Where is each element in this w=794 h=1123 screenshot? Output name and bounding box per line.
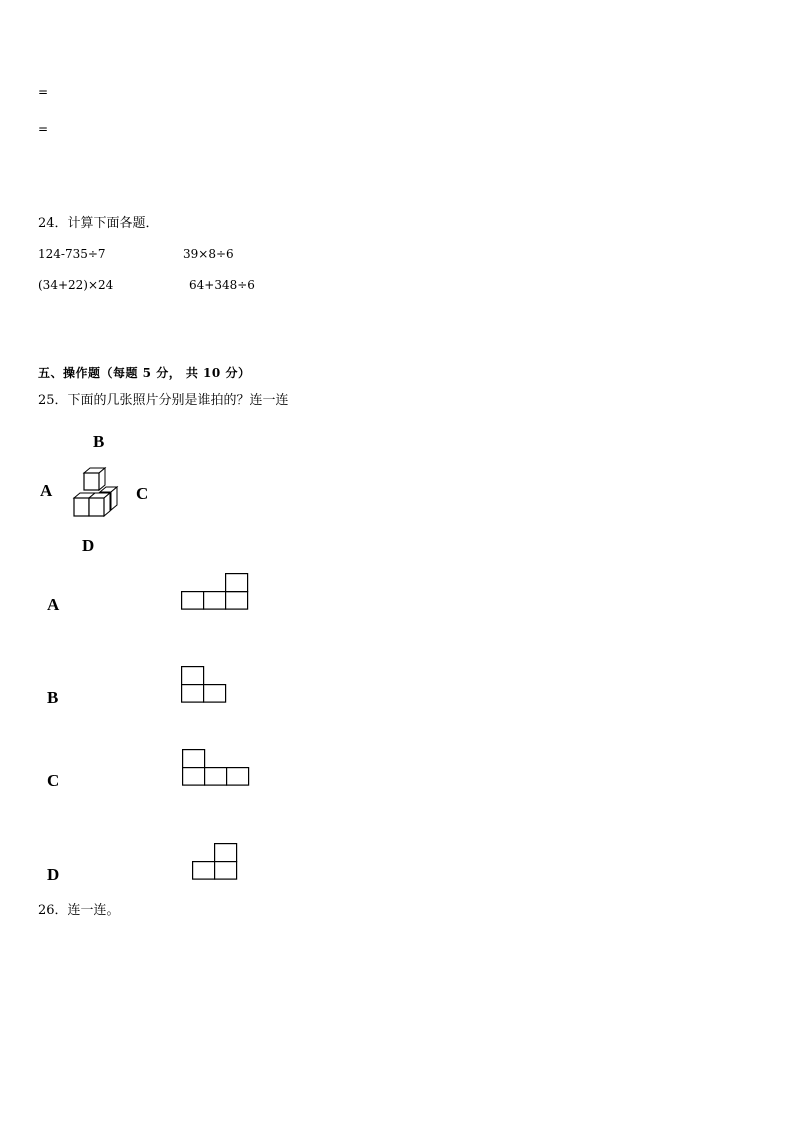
viewer-label-right: C (136, 484, 149, 503)
viewer-label-bottom: D (82, 536, 95, 555)
q24-problem-1: 124-735÷7 (38, 247, 106, 261)
q24-problem-3: (34+22)×24 (38, 278, 114, 292)
photo-view-d (192, 843, 238, 880)
photo-label-a: A (47, 595, 60, 614)
section-5-heading: 五、操作题（每题 5 分， 共 10 分） (38, 366, 251, 380)
q24-problem-2: 39×8÷6 (183, 247, 234, 261)
photo-label-b: B (47, 688, 59, 707)
q24-problem-4: 64+348÷6 (189, 278, 255, 292)
q25-title: 25．下面的几张照片分别是谁拍的？连一连 (38, 393, 289, 408)
equals-sign-1: = (38, 85, 49, 99)
photo-label-c: C (47, 771, 60, 790)
q24-title: 24．计算下面各题． (38, 216, 159, 231)
photo-view-a (181, 573, 249, 610)
photo-label-d: D (47, 865, 60, 884)
photo-view-c (182, 749, 250, 786)
q26-title: 26．连一连。 (38, 903, 120, 918)
viewer-label-top: B (93, 432, 105, 451)
cube-stack-figure (70, 466, 120, 520)
viewer-label-left: A (40, 481, 53, 500)
photo-view-b (181, 666, 227, 703)
equals-sign-2: = (38, 122, 49, 136)
